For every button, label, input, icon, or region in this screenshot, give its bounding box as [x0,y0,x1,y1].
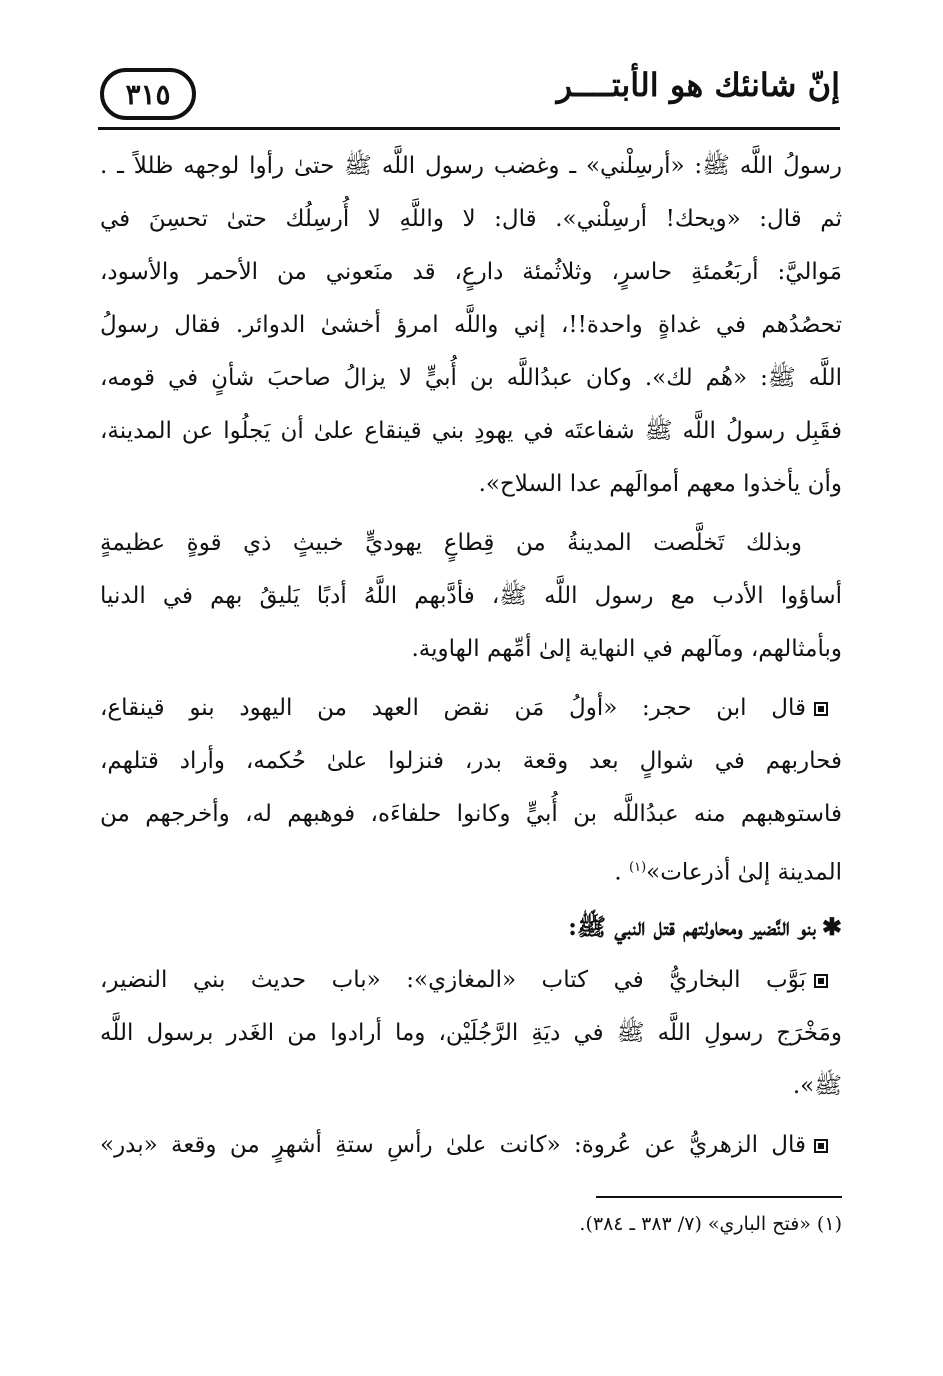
footnote-divider [596,1196,842,1198]
running-title: إنّ شانئك هو الأبتــــر [556,66,840,104]
text-line: تحصُدُهم في غداةٍ واحدة!!، إني واللَّه امرؤ أخشىٰ الدوائر. فقال رسولُ [100,312,842,338]
text-line: ثم قال: «ويحك! أرسِلْني». قال: لا واللَّهِ لا أُرسِلُك حتىٰ تحسِنَ في [100,206,842,232]
text-line: فحاربهم في شوالٍ بعد وقعة بدر، فنزلوا علىٰ حُكمه، وأراد قتلهم، [100,748,842,774]
text-line: اللَّه ﷺ: «هُم لك». وكان عبدُاللَّه بن أُبيٍّ لا يزالُ صاحبَ شأنٍ في قومه، [100,365,842,391]
heading-text: بنو النَّضير ومحاولتهم قتل النبي ﷺ: [568,912,816,941]
text-span: قال الزهريُّ عن عُروة: «كانت علىٰ رأسِ ستةِ أشهرٍ من وقعة «بدر» [100,1132,806,1158]
text-line: وبذلك تَخلَّصت المدينةُ من قِطاعٍ يهوديٍّ خبيثٍ ذي قوةٍ عظيمةٍ [100,530,802,556]
text-line: فاستوهبهم منه عبدُاللَّه بن أُبيٍّ وكانوا حلفاءَه، فوهبهم له، وأخرجهم من [100,801,842,827]
quote-line [100,1119,842,1172]
square-bullet-icon [814,974,828,988]
square-bullet-icon [814,702,828,716]
page-header [98,62,840,132]
text-line: ومَخْرَج رسولِ اللَّه ﷺ في ديَةِ الرَّجُلَيْن، وما أرادوا من الغَدر برسول اللَّه [100,1020,842,1046]
body-text [100,140,842,1172]
text-line: وبأمثالهم، ومآلهم في النهاية إلىٰ أمِّهم الهاوية. [411,636,842,662]
text-span: المدينة إلىٰ أذرعات» [646,859,842,886]
text-line: مَواليَّ: أربَعُمئةِ حاسرٍ، وثلاثُمئة دارعٍ، قد منَعوني من الأحمر والأسود، [100,259,842,285]
text-line: المدينة إلىٰ أذرعات»$^{(١)}$ . [614,859,842,886]
quote-line [100,682,842,735]
header-divider [98,127,840,130]
text-line: أساؤوا الأدب مع رسول اللَّه ﷺ، فأدَّبهم اللَّهُ أدبًا يَليقُ بهم في الدنيا [100,583,842,609]
text-line: ﷺ». [792,1073,842,1099]
text-line: فقَبِل رسولُ اللَّه ﷺ شفاعتَه في يهودِ بني قينقاع علىٰ أن يَجلُوا عن المدينة، [100,418,842,444]
section-heading [100,900,842,954]
square-bullet-icon [814,1139,828,1153]
text-span: قال ابن حجر: «أولُ مَن نقض العهد من اليهود بنو قينقاع، [100,695,806,721]
text-span: بَوَّب البخاريُّ في كتاب «المغازي»: «باب حديث بني النضير، [100,967,806,993]
page-number-badge [100,68,196,120]
asterisk-icon: ✱ [821,912,842,941]
footnote-ref: (١) [629,860,647,875]
footnote: (١) «فتح الباري» (٧/ ٣٨٣ ـ ٣٨٤). [579,1213,842,1235]
quote-line [100,954,842,1007]
text-line: رسولُ اللَّه ﷺ: «أرسِلْني» ـ وغضب رسول اللَّه ﷺ حتىٰ رأوا لوجهه ظللاً ـ . [100,153,842,179]
text-line: وأن يأخذوا معهم أموالَهم عدا السلاح». [478,471,842,497]
page-number: ٣١٥ [125,77,171,111]
